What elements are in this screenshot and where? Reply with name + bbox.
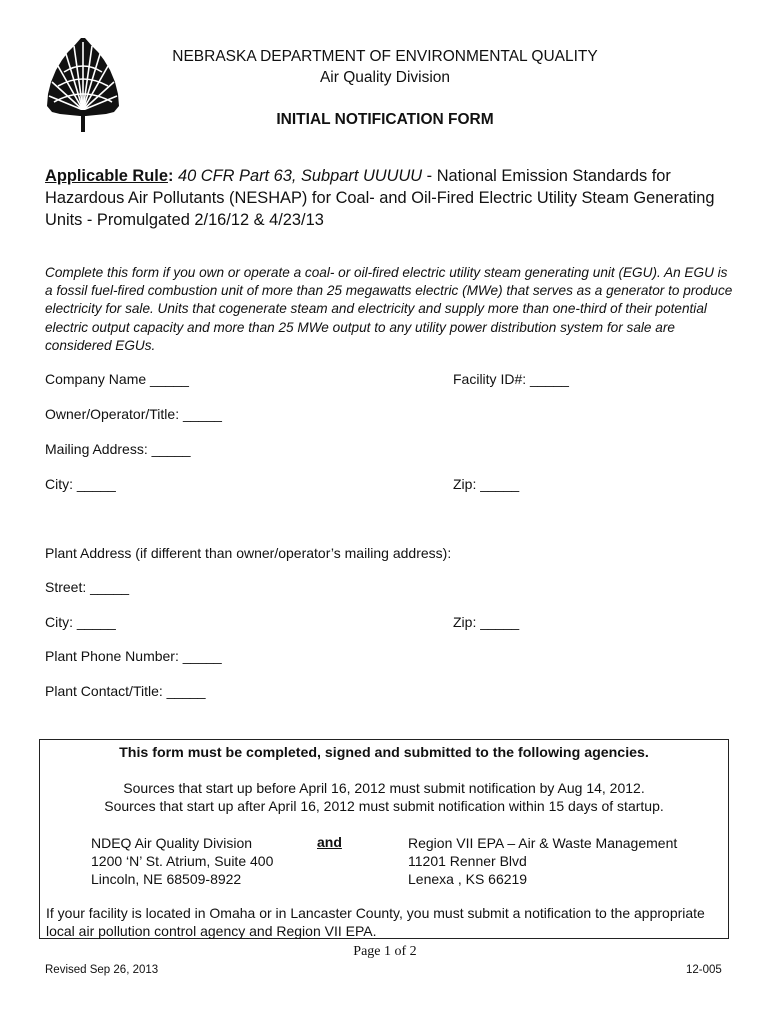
ndeq-address-line: Lincoln, NE 68509-8922 <box>91 871 242 887</box>
company-name-field[interactable]: Company Name _____ <box>45 371 189 387</box>
plant-city-field[interactable]: City: _____ <box>45 614 116 630</box>
plant-phone-field[interactable]: Plant Phone Number: _____ <box>45 648 222 664</box>
form-title: INITIAL NOTIFICATION FORM <box>276 111 494 128</box>
plant-address-heading: Plant Address (if different than owner/operator’s mailing address): <box>45 545 452 561</box>
form-number: 12-005 <box>686 964 722 976</box>
division-name: Air Quality Division <box>319 69 451 86</box>
rule-label: Applicable Rule <box>45 167 168 185</box>
epa-address-line: 11201 Renner Blvd <box>408 853 527 869</box>
rule-description: - National Emission Standards for Hazardous Air Pollutants (NESHAP) for Coal- and Oil-Fired Electric Utility Steam Generating Units - Promulgated 2/16/12 & 4/23/13 <box>45 167 715 229</box>
plant-zip-field[interactable]: Zip: _____ <box>453 614 520 630</box>
and-label: and <box>317 834 342 850</box>
plant-contact-field[interactable]: Plant Contact/Title: _____ <box>45 683 206 699</box>
zip-field[interactable]: Zip: _____ <box>453 476 520 492</box>
epa-address-line: Lenexa , KS 66219 <box>408 871 528 887</box>
applicable-rule <box>45 165 735 231</box>
startup-before-note: Sources that start up before April 16, 2012 must submit notification by Aug 14, 2012. <box>123 780 645 796</box>
submission-heading: This form must be completed, signed and submitted to the following agencies. <box>119 745 649 761</box>
ndeq-address <box>91 834 273 888</box>
street-field[interactable]: Street: _____ <box>45 579 130 595</box>
rule-colon: : <box>167 167 174 185</box>
startup-after-note: Sources that start up after April 16, 2012 must submit notification within 15 days of startup. <box>104 798 664 814</box>
revised-date: Revised Sep 26, 2013 <box>45 964 159 976</box>
ndeq-address-line: NDEQ Air Quality Division <box>91 835 253 851</box>
submission-box <box>39 739 729 939</box>
intro-paragraph: Complete this form if you own or operate a coal- or oil-fired electric utility steam generating unit (EGU). An EGU is a fossil fuel-fired combustion unit of more than 25 megawatts electric (MWe) that serves as a generator to produce electricity for sale. Units that cogenerate steam and electricity and supply more than one-third of their potential electric output capacity and more than 25 MWe output to any utility power distribution system for sale are considered EGUs. <box>45 265 733 353</box>
page-number: Page 1 of 2 <box>353 944 417 959</box>
mailing-address-field[interactable]: Mailing Address: _____ <box>45 441 191 457</box>
local-agency-note: If your facility is located in Omaha or in Lancaster County, you must submit a notification to the appropriate local air pollution control agency and Region VII EPA. <box>46 905 705 939</box>
ndeq-address-line: 1200 ‘N’ St. Atrium, Suite 400 <box>91 853 274 869</box>
facility-id-field[interactable]: Facility ID#: _____ <box>453 371 569 387</box>
owner-operator-field[interactable]: Owner/Operator/Title: _____ <box>45 406 222 422</box>
agency-name: NEBRASKA DEPARTMENT OF ENVIRONMENTAL QUALITY <box>172 48 598 65</box>
rule-citation: 40 CFR Part 63, Subpart UUUUU <box>178 167 423 185</box>
epa-address <box>408 834 677 888</box>
epa-address-line: Region VII EPA – Air & Waste Management <box>408 835 678 851</box>
city-field[interactable]: City: _____ <box>45 476 116 492</box>
